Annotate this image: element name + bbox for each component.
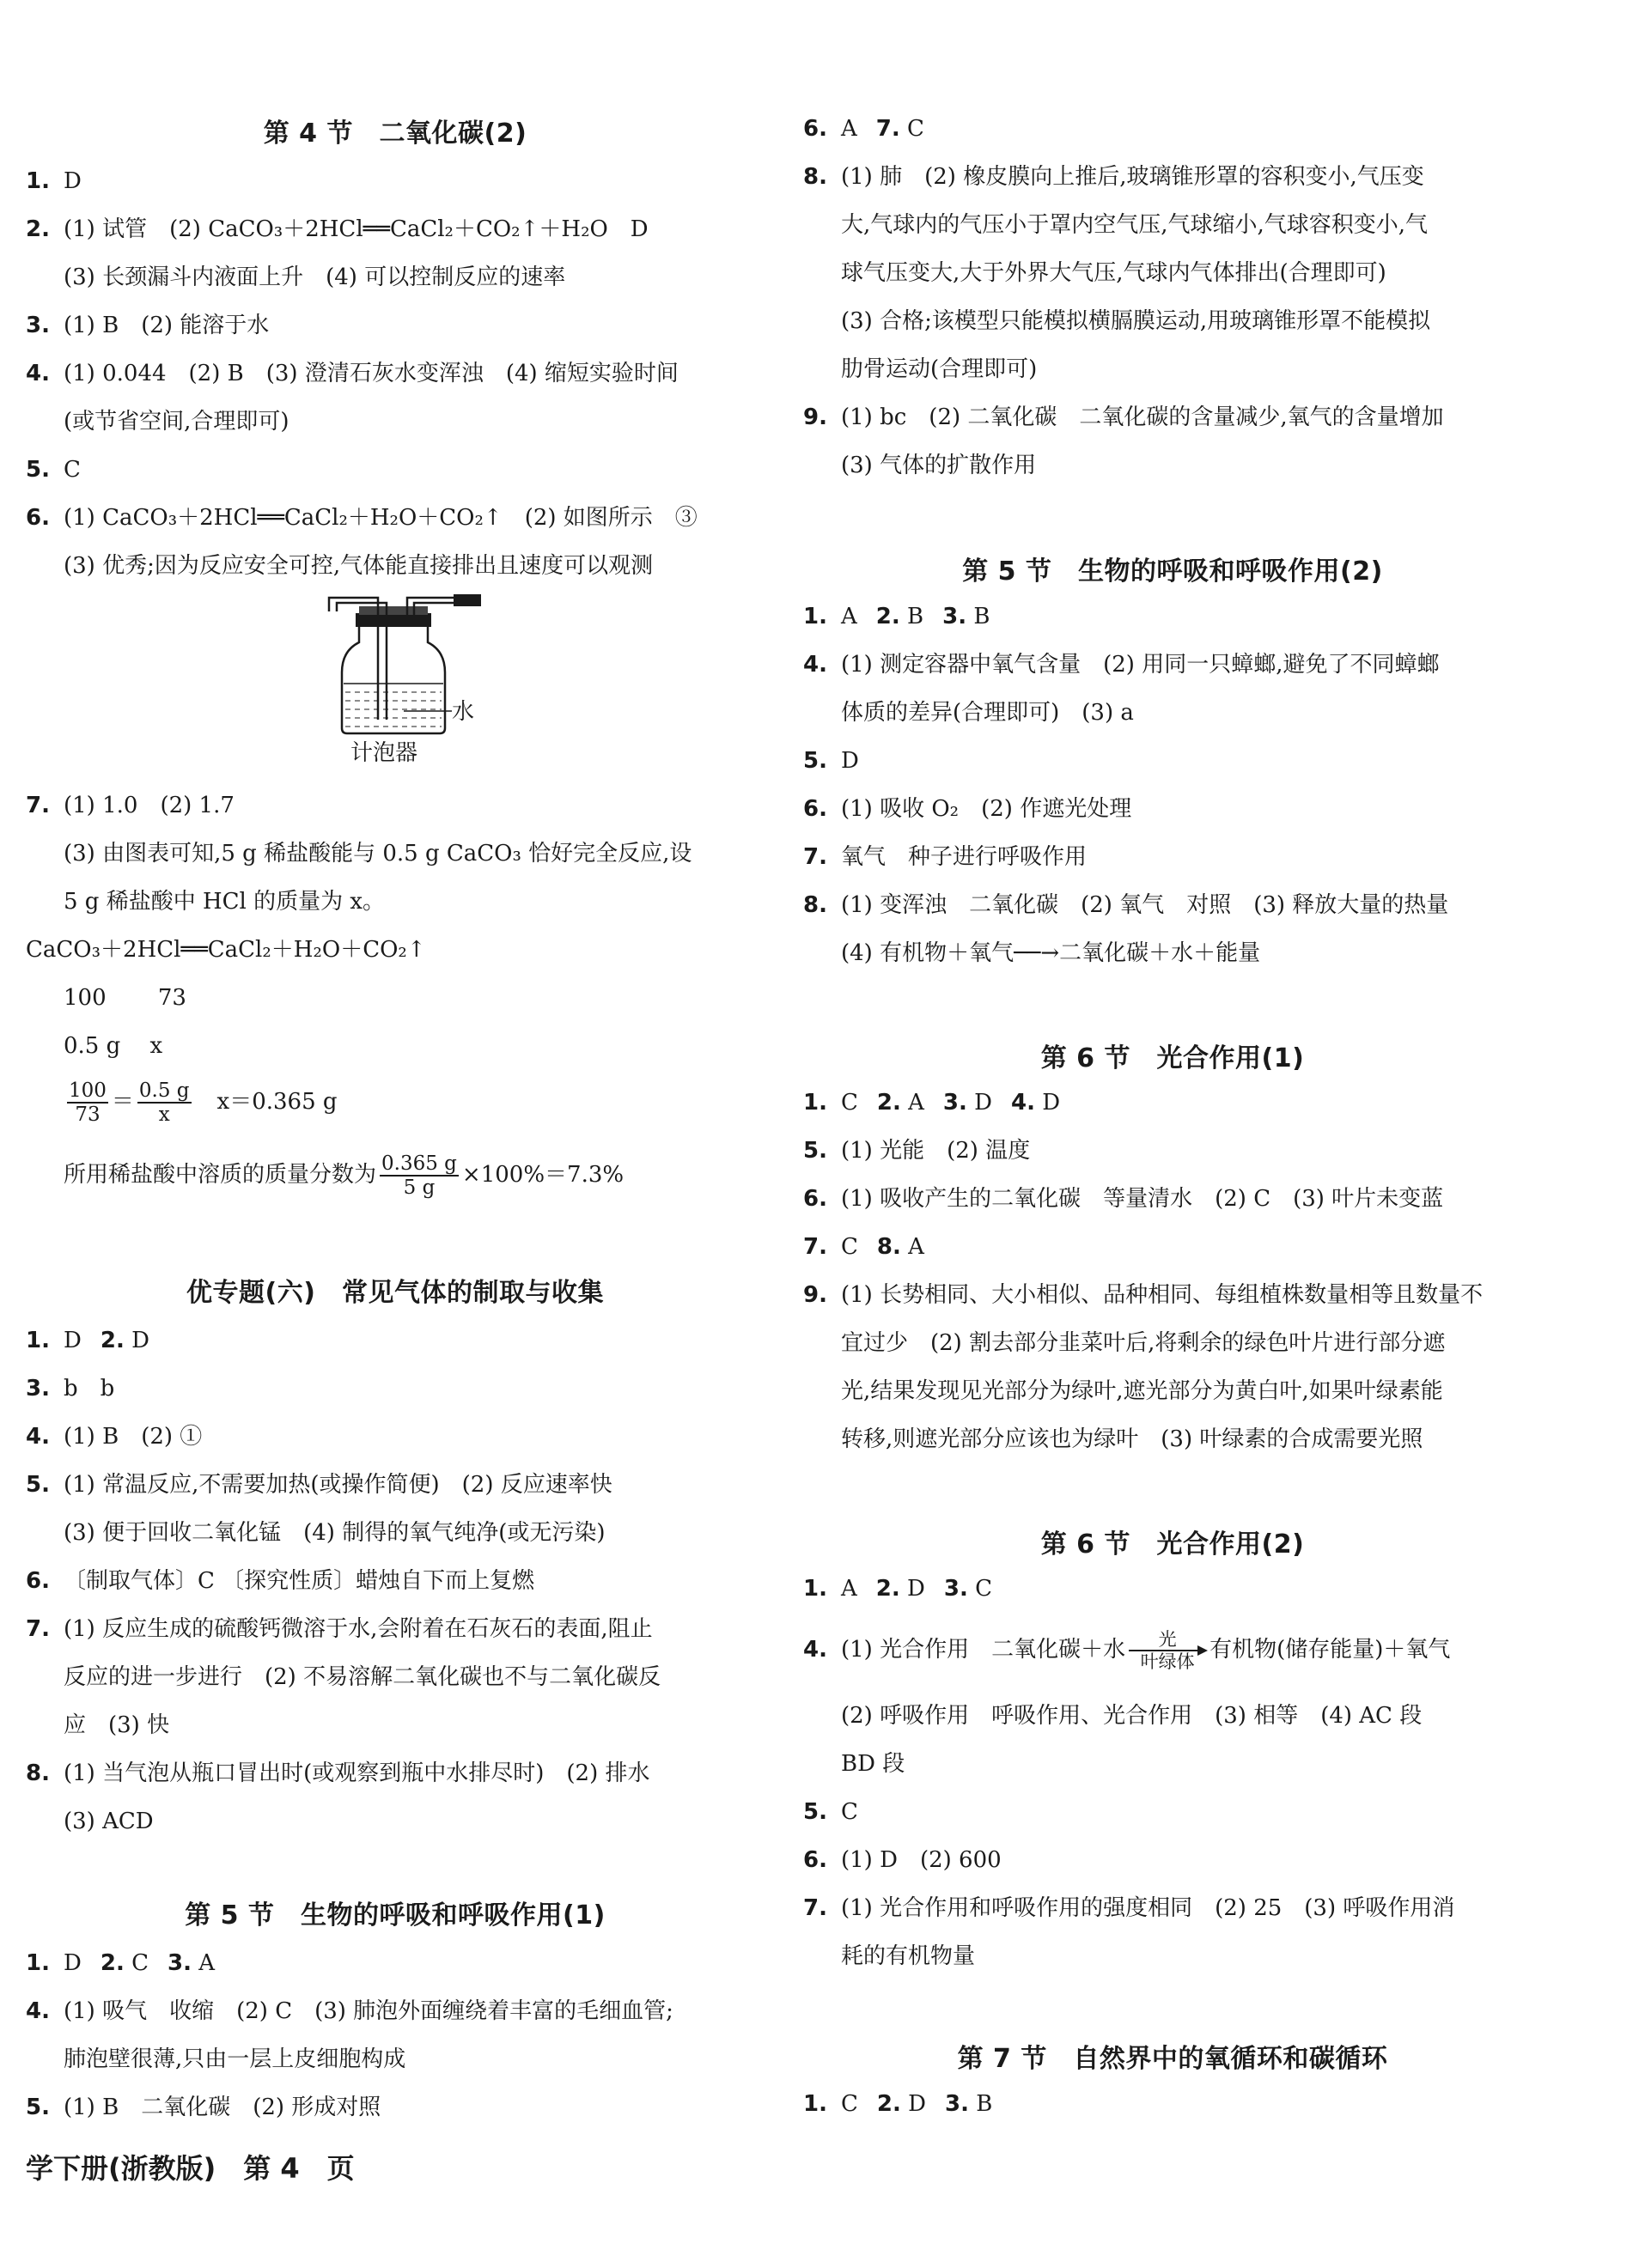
answer-text: 球气压变大,大于外界大气压,气球内气体排出(合理即可) <box>841 260 1386 286</box>
answer-number: 6. <box>803 796 827 822</box>
answer-number: 2. <box>100 1328 125 1353</box>
section-title: 第 4 节 二氧化碳(2) <box>263 119 527 149</box>
answer-text: (1) 光能 (2) 温度 <box>841 1138 1031 1164</box>
answer-continuation <box>803 345 1542 393</box>
answer-number: 4. <box>26 1424 50 1450</box>
answer-number: 9. <box>803 404 827 430</box>
answer-number: 5. <box>803 1138 827 1164</box>
answer-text: A <box>841 116 857 142</box>
answer-item <box>26 1461 765 1509</box>
answer-text: 转移,则遮光部分应该也为绿叶 (3) 叶绿素的合成需要光照 <box>841 1426 1423 1452</box>
answer-number: 2. <box>876 2091 901 2117</box>
answer-text: C <box>841 1799 858 1825</box>
answer-text: A <box>191 1950 216 1976</box>
page-footer: 学下册(浙教版) 第 4 页 <box>26 2152 355 2185</box>
answer-number: 8. <box>26 1760 50 1786</box>
section-title: 第 7 节 自然界中的氧循环和碳循环 <box>957 2044 1388 2074</box>
answer-number: 6. <box>803 116 827 142</box>
answer-text: D <box>64 168 82 194</box>
answer-text: 100 73 <box>64 985 186 1011</box>
answer-text: (1) D (2) 600 <box>841 1847 1002 1873</box>
answer-text: (1) B 二氧化碳 (2) 形成对照 <box>64 2095 381 2120</box>
answer-item <box>26 781 765 830</box>
answer-number: 8. <box>803 892 827 918</box>
gas-bottle-diagram <box>325 591 505 737</box>
answer-number: 3. <box>26 313 50 338</box>
answer-text: (1) 常温反应,不需要加热(或操作简便) (2) 反应速率快 <box>64 1472 612 1498</box>
answer-number: 6. <box>26 505 50 531</box>
answer-text: (1) bc (2) 二氧化碳 二氧化碳的含量减少,氧气的含量增加 <box>841 404 1444 430</box>
answer-number: 4. <box>26 361 50 386</box>
photosynthesis-equation: 4. (1) 光合作用 二氧化碳＋水 光 叶绿体 有机物(储存能量)＋氧气 <box>803 1629 1451 1672</box>
answer-text: (1) B (2) 能溶于水 <box>64 313 270 338</box>
answer-continuation <box>26 253 765 301</box>
answer-number: 1. <box>803 1576 827 1602</box>
answer-item <box>803 641 1542 689</box>
answer-text: 肺泡壁很薄,只由一层上皮细胞构成 <box>64 2046 406 2072</box>
answer-item <box>26 1939 765 1987</box>
answer-text: 应 (3) 快 <box>64 1712 170 1738</box>
fraction: $\frac{100}{73}$ <box>69 1079 107 1126</box>
answer-number: 8. <box>803 164 827 190</box>
answer-text: A <box>841 1576 857 1602</box>
answer-number: 2. <box>100 1950 125 1976</box>
answer-number: 2. <box>875 604 900 629</box>
answer-text: (1) 吸收 O₂ (2) 作遮光处理 <box>841 796 1132 822</box>
answer-item <box>803 881 1542 929</box>
answer-item <box>26 1987 765 2035</box>
answer-item <box>803 1271 1542 1319</box>
answer-text: C <box>841 1090 858 1116</box>
answer-text: D <box>64 1328 82 1353</box>
answer-text: (1) 反应生成的硫酸钙微溶于水,会附着在石灰石的表面,阻止 <box>64 1616 653 1642</box>
answer-item <box>26 205 765 253</box>
answer-number: 2. <box>875 1576 900 1602</box>
answer-number: 5. <box>803 748 827 774</box>
answer-text: A <box>900 1090 924 1116</box>
answer-list <box>803 1079 1542 1463</box>
answer-number: 1. <box>803 1090 827 1116</box>
answer-continuation <box>803 1367 1542 1415</box>
section-title: 优专题(六) 常见气体的制取与收集 <box>186 1278 604 1308</box>
answer-item <box>803 393 1542 441</box>
answer-text: D <box>124 1328 149 1353</box>
answer-text: (3) 便于回收二氧化锰 (4) 制得的氧气纯净(或无污染) <box>64 1520 606 1546</box>
answer-item <box>26 1557 765 1605</box>
answer-item <box>803 833 1542 881</box>
answer-list <box>803 1565 1542 1613</box>
answer-text: (3) 合格;该模型只能模拟横膈膜运动,用玻璃锥形罩不能模拟 <box>841 308 1431 334</box>
answer-text: b b <box>64 1376 115 1402</box>
answer-item <box>803 153 1542 201</box>
answer-number: 7. <box>875 116 900 142</box>
fraction: $\frac{0.5 g}{x}$ <box>138 1079 190 1126</box>
answer-number: 4. <box>1011 1090 1035 1116</box>
answer-text: 光,结果发现见光部分为绿叶,遮光部分为黄白叶,如果叶绿素能 <box>841 1378 1443 1404</box>
answer-number: 1. <box>26 168 50 194</box>
answer-number: 5. <box>26 2095 50 2120</box>
answer-item <box>803 737 1542 785</box>
answer-text: 0.5 g x <box>64 1033 163 1059</box>
answer-continuation <box>803 929 1542 977</box>
bubble-counter-figure <box>325 591 505 775</box>
answer-number: 2. <box>876 1090 901 1116</box>
answer-number: 3. <box>942 604 967 629</box>
answer-text: (1) 吸收产生的二氧化碳 等量清水 (2) C (3) 叶片未变蓝 <box>841 1186 1444 1212</box>
answer-item <box>26 1365 765 1413</box>
answer-item <box>26 1413 765 1461</box>
answer-continuation <box>803 1319 1542 1367</box>
figure-caption: 计泡器 <box>350 740 418 766</box>
fraction-equation: $\frac{100}{73}$ ＝ $\frac{0.5 g}{x}$ x＝0.365 g <box>69 1079 338 1126</box>
section-title: 第 5 节 生物的呼吸和呼吸作用(1) <box>185 1900 606 1931</box>
answer-text: B <box>968 2091 993 2117</box>
answer-text: D <box>841 748 859 774</box>
answer-list <box>26 1939 765 2131</box>
answer-number: 3. <box>26 1376 50 1402</box>
answer-text: 5 g 稀盐酸中 HCl 的质量为 x。 <box>64 889 386 915</box>
answer-item <box>803 2080 1542 2128</box>
answer-text: (1) 1.0 (2) 1.7 <box>64 793 235 818</box>
answer-continuation <box>26 398 765 446</box>
answer-text: (1) 吸气 收缩 (2) C (3) 肺泡外面缠绕着丰富的毛细血管; <box>64 1998 673 2024</box>
answer-number: 8. <box>876 1234 901 1260</box>
answer-item <box>26 494 765 542</box>
answer-text: 〔制取气体〕C 〔探究性质〕蜡烛自下而上复燃 <box>64 1568 535 1594</box>
answer-number: 6. <box>803 1847 827 1873</box>
answer-text: (1) B (2) ① <box>64 1424 203 1450</box>
answer-continuation <box>26 542 765 590</box>
answer-text: A <box>841 604 857 629</box>
answer-number: 2. <box>26 216 50 242</box>
answer-item <box>803 1223 1542 1271</box>
answer-list <box>803 593 1542 977</box>
answer-item <box>803 1788 1542 1836</box>
section-title: 第 5 节 生物的呼吸和呼吸作用(2) <box>962 556 1383 587</box>
answer-continuation <box>26 974 765 1022</box>
answer-list <box>803 2080 1542 2128</box>
answer-item <box>26 446 765 494</box>
answer-number: 1. <box>803 2091 827 2117</box>
answer-item <box>26 1749 765 1797</box>
answer-text: (1) 长势相同、大小相似、品种相同、每组植株数量相等且数量不 <box>841 1282 1484 1308</box>
answer-text: B <box>899 604 924 629</box>
answer-item <box>26 350 765 398</box>
answer-text: 体质的差异(合理即可) (3) a <box>841 700 1134 726</box>
answer-text: C <box>841 2091 858 2117</box>
answer-continuation <box>26 1797 765 1845</box>
answer-number: 7. <box>803 1234 827 1260</box>
answer-text: C <box>124 1950 149 1976</box>
answer-continuation <box>803 249 1542 297</box>
answer-continuation <box>803 689 1542 737</box>
answer-text: (1) 试管 (2) CaCO₃＋2HCl══CaCl₂＋CO₂↑＋H₂O D <box>64 216 649 242</box>
answer-text: 大,气球内的气压小于罩内空气压,气球缩小,气球容积变小,气 <box>841 212 1429 238</box>
answer-number: 7. <box>803 844 827 870</box>
answer-item <box>803 1127 1542 1175</box>
answer-item <box>803 1836 1542 1884</box>
answer-number: 3. <box>168 1950 192 1976</box>
answer-item <box>803 1884 1542 1932</box>
answer-text: 宜过少 (2) 割去部分韭菜叶后,将剩余的绿色叶片进行部分遮 <box>841 1330 1446 1356</box>
answer-text: C <box>64 457 81 483</box>
answer-list <box>803 1692 1542 1980</box>
answer-text: (或节省空间,合理即可) <box>64 409 289 435</box>
mass-fraction-line: 所用稀盐酸中溶质的质量分数为 $\frac{0.365 g}{5 g}$ ×100%＝7.3% <box>64 1152 625 1199</box>
answer-number: 7. <box>26 793 50 818</box>
answer-continuation <box>803 1932 1542 1980</box>
answer-text: (2) 呼吸作用 呼吸作用、光合作用 (3) 相等 (4) AC 段 <box>841 1703 1423 1729</box>
answer-number: 3. <box>943 1576 968 1602</box>
answer-number: 4. <box>26 1998 50 2024</box>
answer-list <box>26 157 765 590</box>
answer-text: D <box>899 1576 925 1602</box>
answer-item <box>26 1316 765 1365</box>
answer-continuation <box>803 441 1542 489</box>
answer-continuation <box>26 1653 765 1701</box>
figure-label-water: 水 <box>452 699 475 725</box>
answer-list <box>26 781 765 1070</box>
answer-continuation <box>26 2035 765 2083</box>
answer-number: 5. <box>26 457 50 483</box>
answer-text: A <box>900 1234 924 1260</box>
answer-continuation <box>26 926 765 974</box>
section-title: 第 6 节 光合作用(1) <box>1040 1043 1305 1073</box>
answer-text: 肋骨运动(合理即可) <box>841 356 1038 382</box>
answer-number: 7. <box>26 1616 50 1642</box>
answer-text: (1) 0.044 (2) B (3) 澄清石灰水变浑浊 (4) 缩短实验时间 <box>64 361 679 386</box>
answer-text: C <box>841 1234 858 1260</box>
answer-text: (4) 有机物＋氧气──→二氧化碳＋水＋能量 <box>841 940 1261 966</box>
answer-number: 6. <box>26 1568 50 1594</box>
answer-continuation <box>803 1415 1542 1463</box>
answer-continuation <box>26 1022 765 1070</box>
answer-continuation <box>26 1509 765 1557</box>
answer-text: 氧气 种子进行呼吸作用 <box>841 844 1088 870</box>
answer-number: 4. <box>803 652 827 678</box>
reaction-arrow: 光 叶绿体 <box>1129 1629 1206 1672</box>
answer-item <box>803 1079 1542 1127</box>
answer-text: (1) 测定容器中氧气含量 (2) 用同一只蟑螂,避免了不同蟑螂 <box>841 652 1440 678</box>
answer-continuation <box>803 201 1542 249</box>
answer-continuation <box>26 830 765 878</box>
answer-text: BD 段 <box>841 1751 905 1777</box>
answer-item <box>803 105 1542 153</box>
answer-text: (1) CaCO₃＋2HCl══CaCl₂＋H₂O＋CO₂↑ (2) 如图所示 ③ <box>64 505 698 531</box>
answer-text: C <box>967 1576 993 1602</box>
answer-item <box>26 301 765 350</box>
answer-text: D <box>1034 1090 1061 1116</box>
answer-continuation <box>803 1740 1542 1788</box>
answer-text: C <box>899 116 924 142</box>
answer-number: 1. <box>26 1950 50 1976</box>
answer-item <box>803 1565 1542 1613</box>
answer-text: (3) 优秀;因为反应安全可控,气体能直接排出且速度可以观测 <box>64 553 654 579</box>
answer-number: 6. <box>803 1186 827 1212</box>
answer-text: D <box>966 1090 993 1116</box>
answer-text: (3) ACD <box>64 1809 154 1834</box>
answer-text: 耗的有机物量 <box>841 1943 976 1969</box>
answer-list <box>803 105 1542 489</box>
fraction: $\frac{0.365 g}{5 g}$ <box>381 1152 457 1199</box>
answer-item <box>26 2083 765 2131</box>
answer-text: (1) 当气泡从瓶口冒出时(或观察到瓶中水排尽时) (2) 排水 <box>64 1760 650 1786</box>
answer-text: D <box>64 1950 82 1976</box>
answer-text: (1) 光合作用和呼吸作用的强度相同 (2) 25 (3) 呼吸作用消 <box>841 1895 1455 1921</box>
answer-text: (1) 变浑浊 二氧化碳 (2) 氧气 对照 (3) 释放大量的热量 <box>841 892 1449 918</box>
answer-item <box>803 593 1542 641</box>
answer-number: 1. <box>26 1328 50 1353</box>
answer-item <box>26 1605 765 1653</box>
answer-number: 3. <box>945 2091 969 2117</box>
answer-continuation <box>803 297 1542 345</box>
answer-text: 反应的进一步进行 (2) 不易溶解二氧化碳也不与二氧化碳反 <box>64 1664 661 1690</box>
answer-item <box>803 1175 1542 1223</box>
answer-text: CaCO₃＋2HCl══CaCl₂＋H₂O＋CO₂↑ <box>26 937 426 963</box>
arrow-icon <box>1129 1650 1206 1651</box>
answer-text: (3) 长颈漏斗内液面上升 (4) 可以控制反应的速率 <box>64 264 566 290</box>
answer-number: 9. <box>803 1282 827 1308</box>
answer-continuation <box>26 1701 765 1749</box>
answer-item <box>803 785 1542 833</box>
answer-number: 7. <box>803 1895 827 1921</box>
answer-continuation <box>26 878 765 926</box>
answer-text: B <box>966 604 990 629</box>
answer-continuation <box>803 1692 1542 1740</box>
answer-text: (1) 肺 (2) 橡皮膜向上推后,玻璃锥形罩的容积变小,气压变 <box>841 164 1424 190</box>
answer-number: 3. <box>942 1090 967 1116</box>
answer-text: (3) 气体的扩散作用 <box>841 453 1037 478</box>
answer-number: 5. <box>26 1472 50 1498</box>
answer-text: (3) 由图表可知,5 g 稀盐酸能与 0.5 g CaCO₃ 恰好完全反应,设 <box>64 841 692 866</box>
answer-number: 5. <box>803 1799 827 1825</box>
answer-number: 1. <box>803 604 827 629</box>
answer-text: D <box>900 2091 926 2117</box>
answer-list <box>26 1316 765 1845</box>
answer-item <box>26 157 765 205</box>
section-title: 第 6 节 光合作用(2) <box>1040 1529 1305 1560</box>
